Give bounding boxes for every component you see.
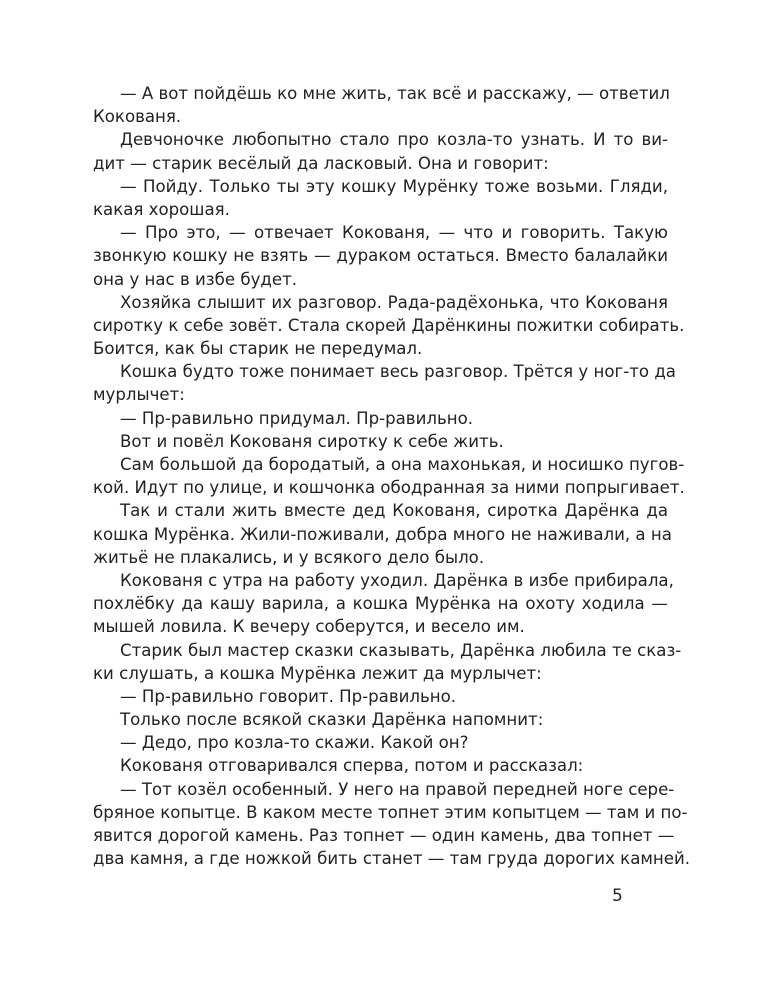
- text-line: ки слушать, а кошка Мурёнка лежит да мурлычет:: [93, 663, 542, 683]
- text-line: житьё не плакались, и у всякого дело было.: [93, 547, 485, 567]
- text-line: сиротку к себе зовёт. Стала скорей Дарёнкины пожитки собирать.: [93, 315, 685, 335]
- text-line: Только после всякой сказки Дарёнка напомнит:: [120, 710, 544, 730]
- paragraph: [93, 430, 668, 453]
- text-line: — Дедо, про козла-то скажи. Какой он?: [120, 733, 469, 753]
- text-line: два камня, а где ножкой бить станет — там груда дорогих камней.: [93, 849, 691, 869]
- text-line: мышей ловила. К вечеру соберутся, и весело им.: [93, 617, 525, 637]
- text-line: — Тот козёл особенный. У него на правой передней ноге сере-: [120, 779, 675, 799]
- text-line: — Пр-равильно говорит. Пр-равильно.: [120, 686, 457, 706]
- text-line: Кокованя.: [93, 107, 182, 127]
- text-line: Девчоночке любопытно стало про козла-то узнать. И то ви-: [120, 130, 668, 150]
- paragraph: [93, 128, 668, 174]
- text-line: Кокованя с утра на работу уходил. Дарёнка в избе прибирала,: [120, 570, 674, 590]
- text-line: кой. Идут по улице, и кошчонка ободранная за ними попрыгивает.: [93, 478, 685, 498]
- paragraph: [93, 569, 674, 639]
- paragraph: [93, 754, 668, 777]
- page-number: 5: [612, 886, 623, 906]
- text-line: Так и стали жить вместе дед Кокованя, сиротка Дарёнка да: [120, 501, 668, 521]
- page-body-text: [93, 82, 691, 870]
- paragraph: [93, 221, 668, 291]
- text-line: — Про это, — отвечает Кокованя, — что и говорить. Такую: [120, 223, 668, 243]
- text-line: Вот и повёл Кокованя сиротку к себе жить.: [120, 431, 504, 451]
- text-line: Кошка будто тоже понимает весь разговор. Трётся у ног-то да: [120, 362, 676, 382]
- text-line: — Пр-равильно придумал. Пр-равильно.: [120, 408, 474, 428]
- text-line: Сам большой да бородатый, а она махонькая, и носишко пугов-: [120, 455, 685, 474]
- paragraph: [93, 291, 685, 361]
- text-line: кошка Мурёнка. Жили-поживали, добра много не наживали, а на: [93, 524, 672, 544]
- text-line: какая хорошая.: [93, 199, 230, 219]
- paragraph: [93, 360, 676, 406]
- text-line: Хозяйка слышит их разговор. Рада-радёхонька, что Кокованя: [120, 292, 668, 312]
- text-line: звонкую кошку не взять — дураком остаться. Вместо балалайки: [93, 246, 668, 266]
- paragraph: [93, 639, 682, 685]
- paragraph: [93, 778, 691, 871]
- paragraph: [93, 453, 685, 499]
- paragraph: [93, 708, 668, 731]
- text-line: похлёбку да кашу варила, а кошка Мурёнка на охоту ходила —: [93, 594, 668, 614]
- text-line: она у нас в избе будет.: [93, 269, 298, 289]
- paragraph: [93, 407, 668, 430]
- text-line: Старик был мастер сказки сказывать, Дарёнка любила те сказ-: [120, 640, 682, 660]
- text-line: бряное копытце. В каком месте топнет этим копытцем — там и по-: [93, 802, 688, 822]
- text-line: Боится, как бы старик не передумал.: [93, 339, 423, 359]
- text-line: Кокованя отговаривался сперва, потом и рассказал:: [120, 756, 584, 776]
- text-line: явится дорогой камень. Раз топнет — один камень, два топнет —: [93, 826, 675, 845]
- paragraph: [93, 175, 668, 221]
- paragraph: [93, 685, 668, 708]
- text-line: — А вот пойдёшь ко мне жить, так всё и расскажу, — ответил: [120, 84, 670, 103]
- text-line: — Пойду. Только ты эту кошку Мурёнку тоже возьми. Гляди,: [120, 176, 668, 196]
- paragraph: [93, 499, 672, 569]
- paragraph: [93, 82, 668, 128]
- text-line: дит — старик весёлый да ласковый. Она и говорит:: [93, 153, 549, 173]
- text-line: мурлычет:: [93, 385, 185, 405]
- paragraph: [93, 731, 668, 754]
